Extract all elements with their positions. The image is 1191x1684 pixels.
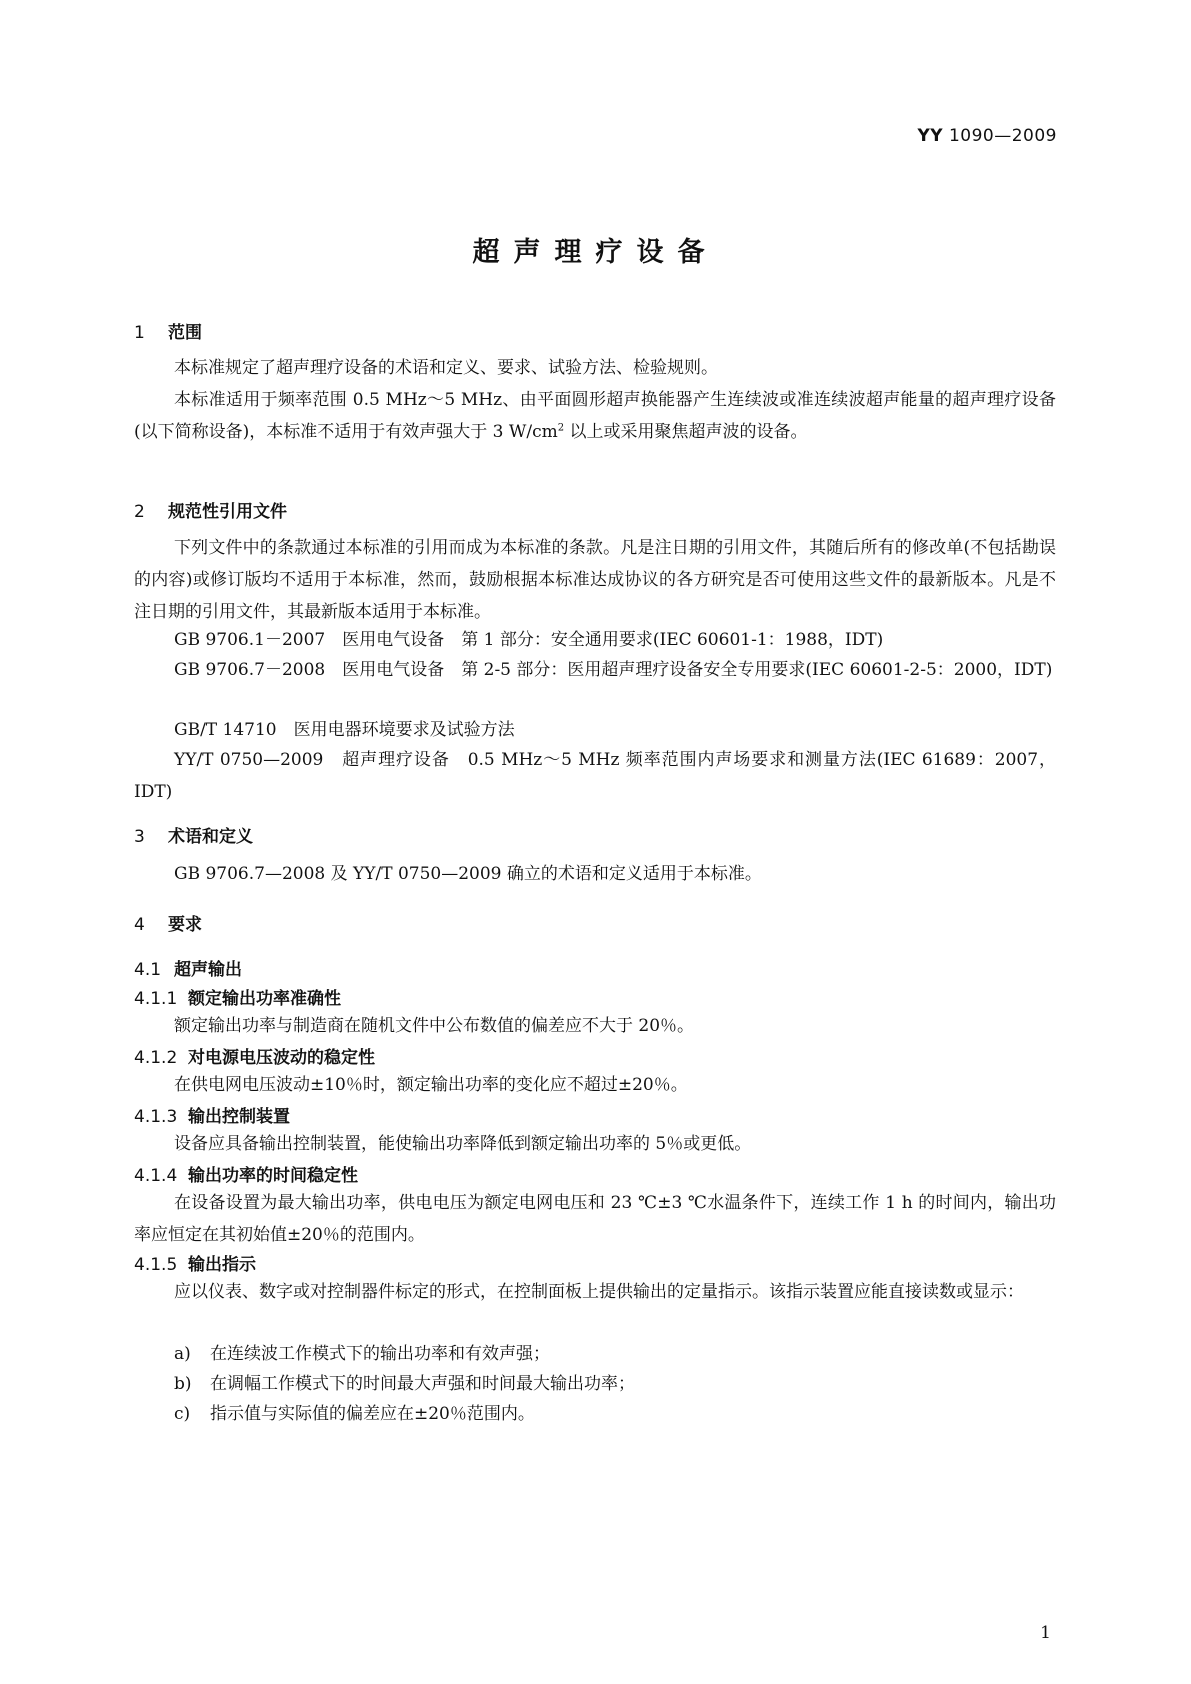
list-text: 在连续波工作模式下的输出功率和有效声强；: [210, 1344, 550, 1364]
subsection-heading-4-1-4: [134, 1161, 358, 1186]
section-title: 要求: [168, 915, 202, 935]
section-title: 输出控制装置: [188, 1107, 290, 1127]
paragraph: 本标准规定了超声理疗设备的术语和定义、要求、试验方法、检验规则。: [174, 358, 718, 378]
section-title: 术语和定义: [168, 827, 253, 847]
subsection-heading-4-1: [134, 955, 242, 980]
section-heading-2: [134, 497, 287, 522]
paragraph: [134, 384, 1056, 448]
list-item: [134, 1368, 1056, 1400]
section-title: 规范性引用文件: [168, 502, 287, 522]
page-number: 1: [1040, 1623, 1051, 1643]
section-heading-1: [134, 318, 202, 343]
section-title: 范围: [168, 323, 202, 343]
subsection-heading-4-1-5: [134, 1250, 256, 1275]
section-title: 超声输出: [174, 960, 242, 980]
section-heading-4: [134, 910, 202, 935]
section-number: 2: [134, 502, 145, 522]
section-number: 4.1.1: [134, 989, 178, 1009]
section-number: 4.1.2: [134, 1048, 178, 1068]
list-marker: c): [174, 1404, 191, 1424]
paragraph: 额定输出功率与制造商在随机文件中公布数值的偏差应不大于 20％。: [174, 1016, 695, 1036]
section-title: 额定输出功率准确性: [188, 989, 341, 1009]
list-marker: b): [174, 1374, 192, 1394]
list-item: [134, 1338, 1056, 1370]
paragraph: 应以仪表、数字或对控制器件标定的形式，在控制面板上提供输出的定量指示。该指示装置应能直接读数或显示：: [174, 1282, 1024, 1302]
subsection-heading-4-1-1: [134, 984, 341, 1009]
paragraph: GB 9706.7—2008 及 YY/T 0750—2009 确立的术语和定义适用于本标准。: [174, 864, 762, 884]
subsection-heading-4-1-3: [134, 1102, 290, 1127]
section-number: 4: [134, 915, 145, 935]
standard-prefix: YY: [917, 126, 944, 146]
list-marker: a): [174, 1344, 191, 1364]
section-title: 输出功率的时间稳定性: [188, 1166, 358, 1186]
standard-code: [917, 126, 1057, 146]
standard-number: 1090—2009: [943, 126, 1057, 146]
section-number: 4.1.5: [134, 1255, 178, 1275]
reference-item: GB 9706.1－2007 医用电气设备 第 1 部分：安全通用要求(IEC 60601-1：1988，IDT): [174, 630, 884, 650]
section-title: 输出指示: [188, 1255, 256, 1275]
section-number: 4.1.4: [134, 1166, 178, 1186]
paragraph: 设备应具备输出控制装置，能使输出功率降低到额定输出功率的 5％或更低。: [174, 1134, 752, 1154]
paragraph: 在设备设置为最大输出功率，供电电压为额定电网电压和 23 ℃±3 ℃水温条件下，连续工作 1 h 的时间内，输出功率应恒定在其初始值±20％的范围内。: [134, 1193, 1056, 1245]
list-text: 指示值与实际值的偏差应在±20％范围内。: [210, 1404, 535, 1424]
document-title: 超声理疗设备: [472, 237, 719, 268]
section-heading-3: [134, 822, 253, 847]
paragraph: 在供电网电压波动±10％时，额定输出功率的变化应不超过±20％。: [174, 1075, 688, 1095]
paragraph: 下列文件中的条款通过本标准的引用而成为本标准的条款。凡是注日期的引用文件，其随后所有的修改单(不包括勘误的内容)或修订版均不适用于本标准，然而，鼓励根据本标准达成协议的各方研究是否可使用这些文件的最新版本。凡是不注日期的引用文件，其最新版本适用于本标准。: [134, 538, 1056, 622]
section-number: 1: [134, 323, 145, 343]
reference-item: GB/T 14710 医用电器环境要求及试验方法: [174, 720, 515, 740]
list-item: [134, 1398, 1056, 1430]
reference-item: GB 9706.7－2008 医用电气设备 第 2-5 部分：医用超声理疗设备安全专用要求(IEC 60601-2-5：2000，IDT): [174, 660, 1053, 680]
scope-text: 本标准适用于频率范围 0.5 MHz～5 MHz、由平面圆形超声换能器产生连续波或准连续波超声能量的超声理疗设备(以下简称设备)，本标准不适用于有效声强大于 3 W/cm: [134, 390, 1056, 442]
superscript: 2: [557, 422, 565, 434]
section-number: 4.1.3: [134, 1107, 178, 1127]
list-text: 在调幅工作模式下的时间最大声强和时间最大输出功率；: [210, 1374, 635, 1394]
scope-text-cont: 以上或采用聚焦超声波的设备。: [564, 422, 808, 442]
reference-item: YY/T 0750—2009 超声理疗设备 0.5 MHz～5 MHz 频率范围内声场要求和测量方法(IEC 61689：2007，IDT): [134, 750, 1056, 802]
section-title: 对电源电压波动的稳定性: [188, 1048, 375, 1068]
subsection-heading-4-1-2: [134, 1043, 375, 1068]
section-number: 4.1: [134, 960, 162, 980]
section-number: 3: [134, 827, 145, 847]
